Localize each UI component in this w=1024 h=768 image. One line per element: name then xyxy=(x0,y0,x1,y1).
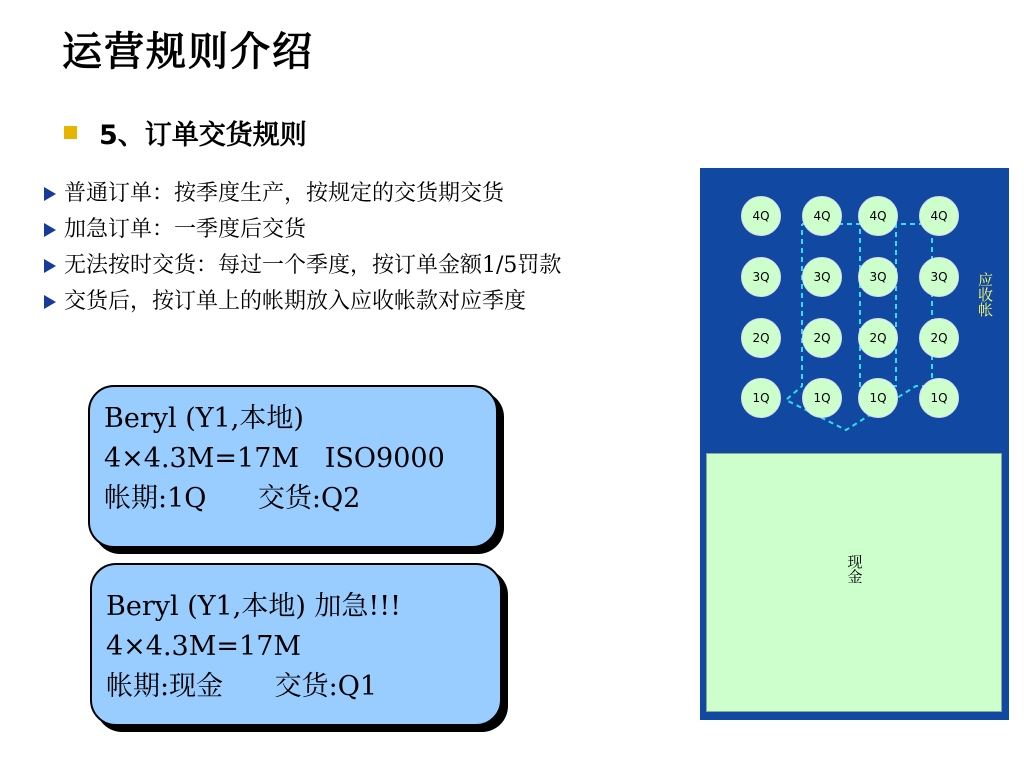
card-line: 帐期:1Q 交货:Q2 xyxy=(104,483,361,514)
quarter-slot: 3Q xyxy=(741,257,781,297)
quarter-slot: 1Q xyxy=(802,378,842,418)
rule-item xyxy=(40,212,561,248)
arrow-bullet-icon xyxy=(44,259,56,273)
rule-text: 普通订单：按季度生产，按规定的交货期交货 xyxy=(64,181,505,206)
quarter-slot: 1Q xyxy=(741,378,781,418)
receivables-board xyxy=(700,168,1009,720)
quarter-slot: 2Q xyxy=(802,318,842,358)
rule-item xyxy=(40,176,561,212)
quarter-slot: 3Q xyxy=(858,257,898,297)
quarter-slot: 4Q xyxy=(919,196,959,236)
accounts-receivable-label: 应收帐 xyxy=(976,272,994,317)
arrow-bullet-icon xyxy=(44,187,56,201)
quarter-slot: 3Q xyxy=(802,257,842,297)
quarter-slot: 1Q xyxy=(919,378,959,418)
card-line: Beryl (Y1,本地) 加急!!! xyxy=(106,591,401,622)
arrow-bullet-icon xyxy=(44,223,56,237)
section-heading-text: 5、订单交货规则 xyxy=(99,119,307,151)
cash-area xyxy=(706,453,1002,712)
quarter-slot: 2Q xyxy=(858,318,898,358)
rule-item xyxy=(40,284,561,320)
rule-item xyxy=(40,248,561,284)
quarter-slot: 2Q xyxy=(741,318,781,358)
quarter-slot: 3Q xyxy=(919,257,959,297)
arrow-bullet-icon xyxy=(44,295,56,309)
quarter-slot: 4Q xyxy=(802,196,842,236)
card-line: 4×4.3M=17M ISO9000 xyxy=(104,443,445,474)
rule-list xyxy=(40,176,561,320)
rule-text: 加急订单：一季度后交货 xyxy=(64,217,307,242)
card-line: 4×4.3M=17M xyxy=(106,631,302,662)
rule-text: 交货后，按订单上的帐期放入应收帐款对应季度 xyxy=(64,289,527,314)
order-card-normal xyxy=(88,385,498,548)
section-heading xyxy=(64,112,307,152)
cash-label: 现金 xyxy=(845,554,864,584)
card-line: Beryl (Y1,本地) xyxy=(104,403,304,434)
rule-text: 无法按时交货：每过一个季度，按订单金额1/5罚款 xyxy=(64,253,562,278)
quarter-slot: 2Q xyxy=(919,318,959,358)
page-title: 运营规则介绍 xyxy=(62,29,314,75)
square-bullet-icon xyxy=(64,126,77,139)
quarter-slot: 4Q xyxy=(858,196,898,236)
quarter-slot: 4Q xyxy=(741,196,781,236)
card-line: 帐期:现金 交货:Q1 xyxy=(106,671,378,702)
order-card-urgent xyxy=(90,563,502,726)
quarter-slot: 1Q xyxy=(858,378,898,418)
